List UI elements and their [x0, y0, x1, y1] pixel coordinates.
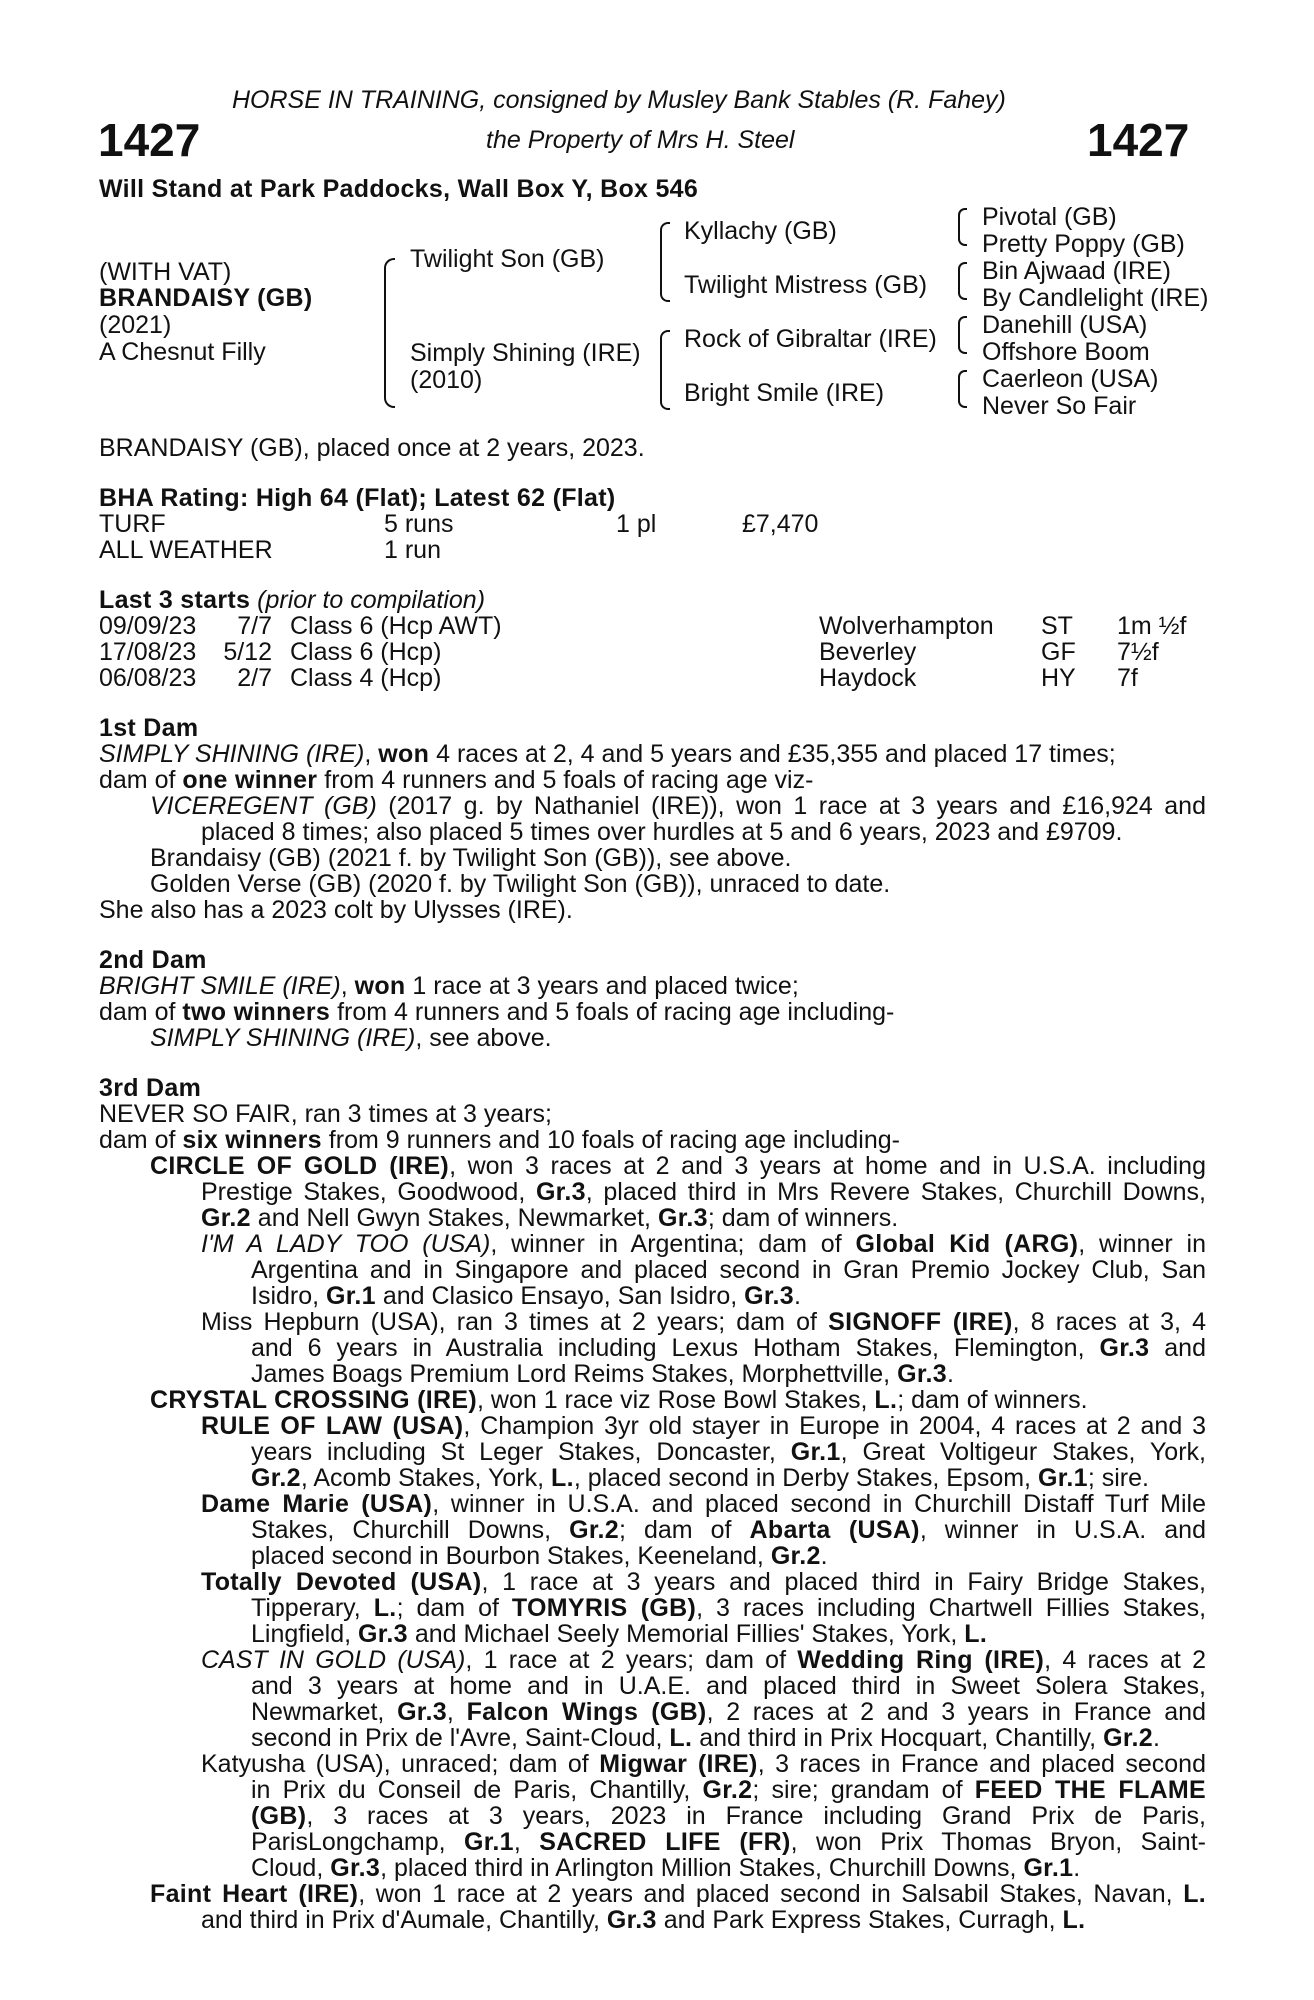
start-going: ST — [1041, 612, 1073, 640]
ss-dam: Pretty Poppy (GB) — [982, 230, 1185, 258]
text-fragment: , see above. — [415, 1024, 552, 1052]
text-fragment: . — [1152, 1724, 1160, 1752]
text-fragment: ParisLongchamp, — [251, 1828, 464, 1856]
text-fragment: 4 races at 2, 4 and 5 years and £35,355 and placed 17 times; — [429, 740, 1116, 768]
progeny-name: SIGNOFF (IRE) — [828, 1308, 1013, 1336]
text-fragment: from 9 runners and 10 foals of racing age including- — [321, 1126, 900, 1154]
grade-label: Gr.3 — [535, 1178, 586, 1206]
grade-label: Gr.3 — [358, 1620, 408, 1648]
rating-prize-turf: £7,470 — [742, 510, 819, 538]
start-date: 17/08/23 — [99, 638, 197, 666]
grade-label: Gr.1 — [326, 1282, 376, 1310]
text-fragment: ; sire. — [1087, 1464, 1149, 1492]
horse-name: BRANDAISY (GB) — [99, 284, 313, 312]
text-fragment: , Champion 3yr old stayer in Europe in 2004, 4 races at 2 and 3 — [463, 1412, 1206, 1440]
text-fragment: dam of — [99, 1126, 183, 1154]
progeny-name: FEED THE FLAME — [974, 1776, 1206, 1804]
rating-runs-aw: 1 run — [384, 536, 441, 564]
pedigree-brace-main — [384, 258, 395, 408]
text-fragment: . — [1073, 1854, 1081, 1882]
progeny-name: SIMPLY SHINING (IRE) — [150, 1024, 416, 1052]
start-class: Class 4 (Hcp) — [290, 664, 442, 692]
text-fragment: 1 race at 3 years and placed twice; — [405, 972, 799, 1000]
text-fragment: and Michael Seely Memorial Fillies' Stakes, York, — [407, 1620, 965, 1648]
race-summary: BRANDAISY (GB), placed once at 2 years, 2023. — [99, 434, 645, 462]
text-fragment: and 6 years in Australia including Lexus Hotham Stakes, Flemington, — [251, 1334, 1100, 1362]
grade-label: Gr.3 — [1099, 1334, 1150, 1362]
text-fragment: Stakes, Churchill Downs, — [251, 1516, 570, 1544]
text-fragment: . — [794, 1282, 801, 1310]
text-fragment: and third in Prix d'Aumale, Chantilly, — [201, 1906, 607, 1934]
first-dam-title: 1st Dam — [99, 714, 199, 742]
third-dam-line — [251, 1518, 1206, 1544]
vat-label: (WITH VAT) — [99, 258, 232, 286]
text-fragment: , winner in Argentina; dam of — [490, 1230, 856, 1258]
text-fragment: . — [820, 1542, 828, 1570]
lot-number-right: 1427 — [1087, 114, 1190, 166]
text-fragment: and Clasico Ensayo, San Isidro, — [375, 1282, 745, 1310]
text-fragment: from 4 runners and 5 foals of racing age including- — [330, 998, 895, 1026]
start-distance: 1m ½f — [1117, 612, 1187, 640]
text-fragment: , 4 races at 2 — [1044, 1646, 1206, 1674]
third-dam-line — [251, 1336, 1206, 1362]
won-label: won — [354, 972, 406, 1000]
text-fragment: , placed third in Arlington Million Stakes, Churchill Downs, — [380, 1854, 1024, 1882]
start-distance: 7f — [1117, 664, 1138, 692]
rating-surface-aw: ALL WEATHER — [99, 536, 273, 564]
grade-label: Gr.3 — [744, 1282, 794, 1310]
text-fragment: dam of — [99, 998, 183, 1026]
text-fragment: , 2 races at 2 and 3 years in France and — [706, 1698, 1206, 1726]
text-fragment: ; dam of — [618, 1516, 750, 1544]
text-fragment: , winner in — [1078, 1230, 1206, 1258]
third-dam-line — [201, 1492, 1206, 1518]
progeny-name: I'M A LADY TOO (USA) — [201, 1230, 491, 1258]
start-course: Haydock — [819, 664, 917, 692]
third-dam-line — [201, 1570, 1206, 1596]
grade-label: Gr.1 — [463, 1828, 514, 1856]
text-fragment: Miss Hepburn (USA), ran 3 times at 2 years; dam of — [201, 1308, 829, 1336]
first-dam-line: She also has a 2023 colt by Ulysses (IRE). — [99, 896, 573, 924]
text-fragment: , — [364, 740, 379, 768]
grade-label: Gr.3 — [397, 1698, 447, 1726]
text-fragment: and — [1149, 1334, 1206, 1362]
winners-count: two winners — [182, 998, 331, 1026]
pedigree-brace-sire — [660, 222, 670, 302]
first-dam-line — [99, 742, 1116, 768]
pedigree-brace-ds — [958, 316, 967, 354]
start-position: 5/12 — [223, 638, 272, 666]
ss-sire: Pivotal (GB) — [982, 203, 1117, 231]
third-dam-line — [251, 1284, 801, 1310]
text-fragment: , placed second in Derby Stakes, Epsom, — [573, 1464, 1038, 1492]
text-fragment: , won 3 races at 2 and 3 years at home and in U.S.A. including — [449, 1152, 1206, 1180]
text-fragment: , winner in U.S.A. and — [919, 1516, 1206, 1544]
text-fragment: . — [946, 1360, 954, 1388]
text-fragment: , Great Voltigeur Stakes, York, — [840, 1438, 1206, 1466]
second-dam-line — [99, 974, 799, 1000]
text-fragment: placed second in Bourbon Stakes, Keeneland, — [251, 1542, 771, 1570]
third-dam-line — [201, 1752, 1206, 1778]
progeny-name: Wedding Ring (IRE) — [797, 1646, 1045, 1674]
text-fragment: , winner in U.S.A. and placed second in Churchill Distaff Turf Mile — [432, 1490, 1206, 1518]
start-position: 2/7 — [237, 664, 272, 692]
progeny-name: TOMYRIS (GB) — [511, 1594, 697, 1622]
dam-year: (2010) — [410, 366, 483, 394]
text-fragment: Prestige Stakes, Goodwood, — [201, 1178, 536, 1206]
progeny-name: Global Kid (ARG) — [855, 1230, 1079, 1258]
text-fragment: , 3 races including Chartwell Fillies Stakes, — [696, 1594, 1207, 1622]
dam-name: Simply Shining (IRE) — [410, 339, 641, 367]
text-fragment: Tipperary, — [251, 1594, 374, 1622]
third-dam-line — [99, 1128, 900, 1154]
rating-surface-turf: TURF — [99, 510, 166, 538]
third-dam-line — [150, 1882, 1206, 1908]
start-position: 7/7 — [237, 612, 272, 640]
text-fragment: , 1 race at 2 years; dam of — [465, 1646, 798, 1674]
text-fragment: Cloud, — [251, 1854, 331, 1882]
text-fragment: Lingfield, — [251, 1620, 359, 1648]
third-dam-line — [251, 1778, 1206, 1804]
pedigree-brace-dam — [660, 330, 670, 410]
start-going: GF — [1041, 638, 1076, 666]
third-dam-line — [251, 1362, 954, 1388]
text-fragment: , — [446, 1698, 467, 1726]
last-starts-title: Last 3 starts — [99, 586, 251, 614]
progeny-name: Migwar (IRE) — [599, 1750, 758, 1778]
won-label: won — [378, 740, 430, 768]
dam-name: SIMPLY SHINING (IRE) — [99, 740, 365, 768]
first-dam-line: Brandaisy (GB) (2021 f. by Twilight Son (GB)), see above. — [150, 844, 792, 872]
ds-sire: Danehill (USA) — [982, 311, 1148, 339]
dd-dam: Never So Fair — [982, 392, 1137, 420]
text-fragment: , won Prix Thomas Bryon, Saint- — [790, 1828, 1206, 1856]
text-fragment: and 3 years at home and in U.A.E. and placed third in Sweet Solera Stakes, — [251, 1672, 1206, 1700]
start-going: HY — [1041, 664, 1076, 692]
progeny-name: CAST IN GOLD (USA) — [201, 1646, 466, 1674]
text-fragment: Newmarket, — [251, 1698, 398, 1726]
winners-count: one winner — [182, 766, 318, 794]
text-fragment: ; sire; grandam of — [752, 1776, 975, 1804]
third-dam-line — [251, 1544, 828, 1570]
third-dam-line — [201, 1648, 1206, 1674]
text-fragment: and Park Express Stakes, Curragh, — [656, 1906, 1063, 1934]
grade-label: Gr.1 — [1037, 1464, 1088, 1492]
bha-rating-title: BHA Rating: High 64 (Flat); Latest 62 (Flat) — [99, 484, 616, 512]
progeny-name: CRYSTAL CROSSING (IRE) — [150, 1386, 477, 1414]
third-dam-line — [201, 1180, 1206, 1206]
dam-dam: Bright Smile (IRE) — [684, 379, 885, 407]
dd-sire: Caerleon (USA) — [982, 365, 1159, 393]
start-course: Wolverhampton — [819, 612, 994, 640]
third-dam-line — [150, 1388, 1088, 1414]
progeny-name: Totally Devoted (USA) — [201, 1568, 482, 1596]
third-dam-line — [201, 1908, 1085, 1934]
sd-dam: By Candlelight (IRE) — [982, 284, 1209, 312]
property-line: the Property of Mrs H. Steel — [486, 126, 795, 154]
start-course: Beverley — [819, 638, 917, 666]
consignor-line: HORSE IN TRAINING, consigned by Musley Bank Stables (R. Fahey) — [232, 86, 1006, 114]
start-date: 09/09/23 — [99, 612, 197, 640]
text-fragment: and Nell Gwyn Stakes, Newmarket, — [250, 1204, 658, 1232]
third-dam-line — [251, 1258, 1206, 1284]
first-dam-line: placed 8 times; also placed 5 times over hurdles at 5 and 6 years, 2023 and £9709. — [201, 818, 1123, 846]
text-fragment: from 4 runners and 5 foals of racing age viz- — [317, 766, 814, 794]
first-dam-line — [99, 768, 813, 794]
third-dam-line — [251, 1596, 1206, 1622]
text-fragment: Isidro, — [251, 1282, 327, 1310]
horse-description: A Chesnut Filly — [99, 338, 266, 366]
grade-label: Gr.2 — [1103, 1724, 1153, 1752]
progeny-name: Falcon Wings (GB) — [466, 1698, 707, 1726]
third-dam-line: NEVER SO FAIR, ran 3 times at 3 years; — [99, 1100, 552, 1128]
grade-label: Gr.1 — [1023, 1854, 1074, 1882]
stand-line: Will Stand at Park Paddocks, Wall Box Y, Box 546 — [99, 175, 699, 203]
text-fragment: dam of — [99, 766, 183, 794]
text-fragment: , 3 races at 3 years, 2023 in France including Grand Prix de Paris, — [306, 1802, 1206, 1830]
text-fragment: , won 1 race viz Rose Bowl Stakes, — [477, 1386, 875, 1414]
listed-label: L. — [1062, 1906, 1086, 1934]
text-fragment: second in Prix de l'Avre, Saint-Cloud, — [251, 1724, 670, 1752]
text-fragment: , 1 race at 3 years and placed third in Fairy Bridge Stakes, — [481, 1568, 1207, 1596]
text-fragment: , 3 races in France and placed second — [757, 1750, 1206, 1778]
second-dam-line — [99, 1000, 894, 1026]
third-dam-line — [201, 1310, 1206, 1336]
progeny-name: Abarta (USA) — [749, 1516, 920, 1544]
sire-dam: Twilight Mistress (GB) — [684, 271, 928, 299]
third-dam-line — [251, 1830, 1206, 1856]
pedigree-brace-sd — [958, 262, 967, 300]
third-dam-line — [201, 1414, 1206, 1440]
text-fragment: (2017 g. by Nathaniel (IRE)), won 1 race at 3 years and £16,924 and — [376, 792, 1206, 820]
last-starts-heading — [99, 588, 485, 614]
progeny-name: Faint Heart (IRE) — [150, 1880, 359, 1908]
progeny-name: Dame Marie (USA) — [201, 1490, 433, 1518]
third-dam-line — [251, 1622, 987, 1648]
grade-label: Gr.1 — [790, 1438, 841, 1466]
third-dam-line — [201, 1232, 1206, 1258]
sire-name: Twilight Son (GB) — [410, 245, 605, 273]
text-fragment: ; dam of winners. — [707, 1204, 899, 1232]
listed-label: L. — [874, 1386, 898, 1414]
text-fragment: years including St Leger Stakes, Doncaster, — [251, 1438, 791, 1466]
text-fragment: James Boags Premium Lord Reims Stakes, Morphettville, — [251, 1360, 898, 1388]
grade-label: Gr.2 — [201, 1204, 251, 1232]
progeny-name: VICEREGENT (GB) — [150, 792, 377, 820]
start-date: 06/08/23 — [99, 664, 197, 692]
third-dam-line — [251, 1804, 1206, 1830]
progeny-name: CIRCLE OF GOLD (IRE) — [150, 1152, 450, 1180]
third-dam-title: 3rd Dam — [99, 1074, 202, 1102]
text-fragment: , — [513, 1828, 540, 1856]
grade-label: Gr.2 — [251, 1464, 301, 1492]
grade-label: Gr.2 — [702, 1776, 753, 1804]
second-dam-title: 2nd Dam — [99, 946, 207, 974]
dam-name: BRIGHT SMILE (IRE) — [99, 972, 341, 1000]
text-fragment: Argentina and in Singapore and placed second in Gran Premio Jockey Club, San — [251, 1256, 1206, 1284]
grade-label: Gr.3 — [657, 1204, 708, 1232]
rating-placed-turf: 1 pl — [616, 510, 657, 538]
grade-label: Gr.3 — [897, 1360, 947, 1388]
third-dam-line — [251, 1440, 1206, 1466]
first-dam-line: Golden Verse (GB) (2020 f. by Twilight Son (GB)), unraced to date. — [150, 870, 891, 898]
text-fragment: , won 1 race at 2 years and placed second in Salsabil Stakes, Navan, — [358, 1880, 1184, 1908]
ds-dam: Offshore Boom — [982, 338, 1150, 366]
lot-number-left: 1427 — [98, 114, 201, 166]
start-distance: 7½f — [1117, 638, 1159, 666]
grade-label: Gr.3 — [330, 1854, 381, 1882]
dam-sire: Rock of Gibraltar (IRE) — [684, 325, 937, 353]
third-dam-line — [251, 1466, 1149, 1492]
third-dam-line — [251, 1856, 1080, 1882]
grade-label: Gr.3 — [606, 1906, 657, 1934]
listed-label: L. — [373, 1594, 397, 1622]
rating-runs-turf: 5 runs — [384, 510, 454, 538]
third-dam-line — [251, 1674, 1206, 1700]
listed-label: L. — [1183, 1880, 1207, 1908]
text-fragment: in Prix du Conseil de Paris, Chantilly, — [251, 1776, 703, 1804]
text-fragment: Katyusha (USA), unraced; dam of — [201, 1750, 600, 1778]
listed-label: L. — [964, 1620, 988, 1648]
sire-sire: Kyllachy (GB) — [684, 217, 837, 245]
text-fragment: , placed third in Mrs Revere Stakes, Churchill Downs, — [585, 1178, 1206, 1206]
listed-label: L. — [669, 1724, 693, 1752]
text-fragment: ; dam of — [396, 1594, 512, 1622]
progeny-name: (GB) — [251, 1802, 307, 1830]
second-dam-line — [150, 1026, 552, 1052]
winners-count: six winners — [182, 1126, 322, 1154]
text-fragment: ; dam of winners. — [897, 1386, 1088, 1414]
grade-label: Gr.2 — [569, 1516, 619, 1544]
listed-label: L. — [551, 1464, 574, 1492]
text-fragment: , Acomb Stakes, York, — [300, 1464, 551, 1492]
text-fragment: , — [340, 972, 355, 1000]
third-dam-line — [150, 1154, 1206, 1180]
start-class: Class 6 (Hcp AWT) — [290, 612, 502, 640]
text-fragment: , 8 races at 3, 4 — [1012, 1308, 1206, 1336]
last-starts-note: (prior to compilation) — [257, 586, 486, 614]
grade-label: Gr.2 — [770, 1542, 821, 1570]
pedigree-brace-dd — [958, 370, 967, 408]
first-dam-line — [150, 794, 1206, 820]
third-dam-line — [251, 1700, 1206, 1726]
third-dam-line — [201, 1206, 898, 1232]
third-dam-line — [251, 1726, 1160, 1752]
sd-sire: Bin Ajwaad (IRE) — [982, 257, 1171, 285]
text-fragment: and third in Prix Hocquart, Chantilly, — [692, 1724, 1104, 1752]
progeny-name: SACRED LIFE (FR) — [539, 1828, 791, 1856]
progeny-name: RULE OF LAW (USA) — [201, 1412, 464, 1440]
pedigree-brace-ss — [958, 208, 967, 246]
horse-year: (2021) — [99, 311, 172, 339]
start-class: Class 6 (Hcp) — [290, 638, 442, 666]
